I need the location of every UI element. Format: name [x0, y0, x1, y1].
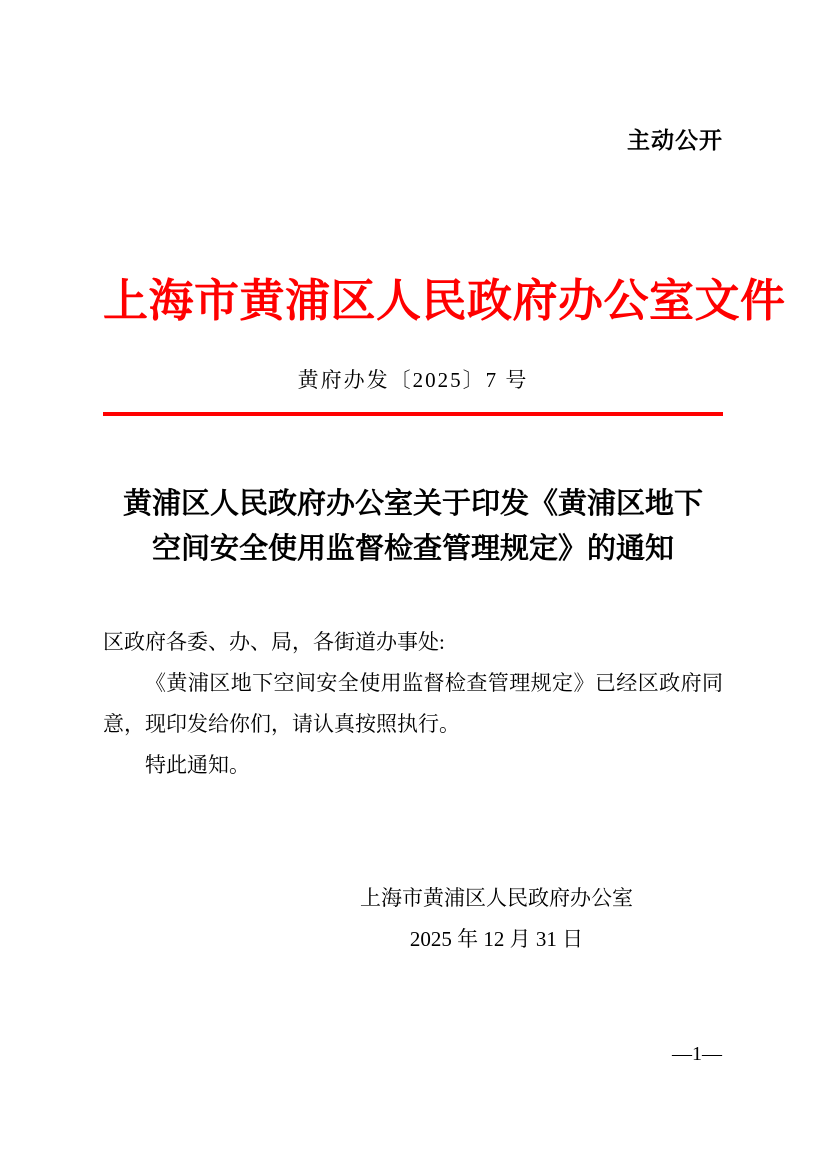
subject-title-line1: 黄浦区人民政府办公室关于印发《黄浦区地下: [122, 488, 703, 520]
body-paragraph-2: 特此通知。: [145, 753, 250, 777]
page-number: —1—: [672, 1043, 722, 1065]
letterhead-title: 上海市黄浦区人民政府办公室文件: [103, 276, 786, 326]
salutation: 区政府各委、办、局，各街道办事处:: [103, 630, 445, 654]
body-paragraph-1: 《黄浦区地下空间安全使用监督检查管理规定》已经区政府同意，现印发给你们，请认真按照执行。: [103, 671, 723, 736]
signature-date: 2025 年 12 月 31 日: [409, 927, 584, 951]
document-number: 黄府办发〔2025〕7 号: [297, 368, 529, 392]
disclosure-label: 主动公开: [627, 127, 723, 153]
signer-name: 上海市黄浦区人民政府办公室: [360, 886, 633, 910]
closing-block: [360, 878, 633, 960]
subject-title: [103, 482, 723, 572]
subject-title-line2: 空间安全使用监督检查管理规定》的通知: [151, 533, 674, 565]
body-text: [103, 622, 723, 786]
letterhead-divider: [103, 412, 723, 416]
